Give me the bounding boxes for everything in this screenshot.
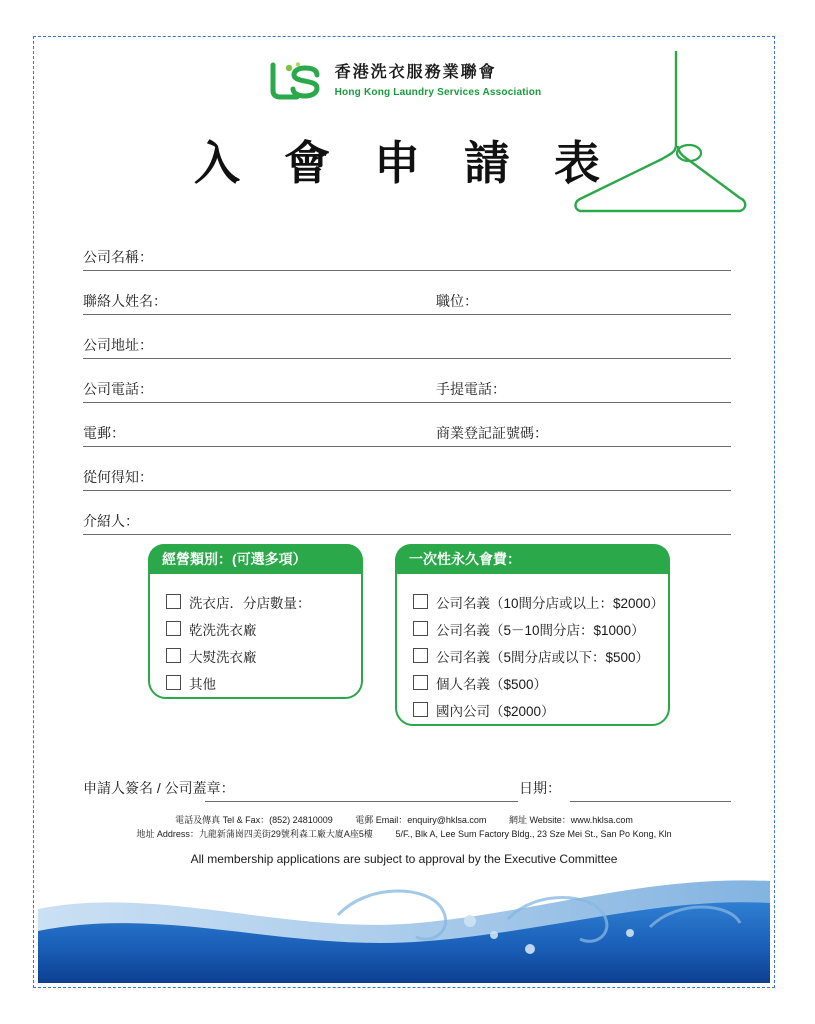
footer-tel-fax: 電話及傳真 Tel & Fax：(852) 24810009 bbox=[175, 815, 333, 825]
approval-note: All membership applications are subject to approval by the Executive Committee bbox=[190, 852, 618, 866]
field-label-email: 電郵： bbox=[83, 425, 125, 441]
checkbox-icon[interactable] bbox=[413, 702, 428, 717]
hkls-logo-icon bbox=[267, 61, 325, 103]
field-row-company-name bbox=[83, 233, 731, 277]
logo-text-block bbox=[335, 64, 542, 101]
field-label-company-address: 公司地址： bbox=[83, 337, 153, 353]
checkbox-icon[interactable] bbox=[413, 675, 428, 690]
org-name-en: Hong Kong Laundry Services Association bbox=[334, 87, 542, 98]
business-type-box bbox=[148, 544, 363, 699]
field-row-email bbox=[83, 409, 731, 453]
checkbox-option-company-10plus[interactable] bbox=[413, 588, 665, 615]
field-input-company-phone[interactable] bbox=[83, 402, 731, 403]
business-type-options bbox=[166, 588, 353, 696]
field-input-referral-source[interactable] bbox=[83, 490, 731, 491]
field-input-contact-person[interactable] bbox=[83, 314, 731, 315]
field-label-referral-source: 從何得知： bbox=[83, 469, 153, 485]
membership-fee-options bbox=[413, 588, 665, 723]
signature-input[interactable] bbox=[205, 801, 518, 802]
option-label: 個人名義（$500） bbox=[436, 676, 548, 692]
business-type-title: 經營類別：(可選多項） bbox=[148, 544, 363, 574]
membership-fee-box bbox=[395, 544, 670, 726]
option-label: 國內公司（$2000） bbox=[436, 703, 555, 719]
checkbox-option-individual[interactable] bbox=[413, 669, 660, 696]
checkbox-icon[interactable] bbox=[413, 594, 428, 609]
field-row-company-address bbox=[83, 321, 731, 365]
checkbox-option-laundry-shop[interactable] bbox=[166, 588, 353, 615]
form-header bbox=[38, 61, 770, 103]
date-label: 日期： bbox=[519, 780, 561, 796]
checkbox-option-dry-clean-factory[interactable] bbox=[166, 615, 353, 642]
checkbox-option-press-factory[interactable] bbox=[166, 642, 353, 669]
signature-row bbox=[83, 779, 731, 805]
checkbox-icon[interactable] bbox=[166, 594, 181, 609]
field-row-introducer bbox=[83, 497, 731, 541]
checkbox-option-mainland-company[interactable] bbox=[413, 696, 660, 723]
field-label-introducer: 介紹人： bbox=[83, 513, 139, 529]
checkbox-icon[interactable] bbox=[166, 648, 181, 663]
option-label: 公司名義（10間分店或以上：$2000） bbox=[436, 595, 665, 611]
field-row-referral-source bbox=[83, 453, 731, 497]
field-label-mobile-phone: 手提電話： bbox=[436, 381, 506, 397]
application-form-sheet bbox=[38, 41, 770, 983]
option-label: 大熨洗衣廠 bbox=[189, 649, 257, 665]
org-name-cn: 香港洗衣服務業聯會 bbox=[334, 63, 497, 81]
field-label-br-number: 商業登記証號碼： bbox=[436, 425, 548, 441]
option-label: 公司名義（5間分店或以下：$500） bbox=[436, 649, 650, 665]
wave-decoration bbox=[38, 823, 770, 983]
field-input-company-name[interactable] bbox=[83, 270, 731, 271]
checkbox-option-company-5to10[interactable] bbox=[413, 615, 660, 642]
option-label: 公司名義（5－10間分店：$1000） bbox=[436, 622, 645, 638]
checkbox-icon[interactable] bbox=[413, 621, 428, 636]
membership-fee-title: 一次性永久會費： bbox=[395, 544, 670, 574]
field-input-company-address[interactable] bbox=[83, 358, 731, 359]
checkbox-icon[interactable] bbox=[413, 648, 428, 663]
logo-row bbox=[38, 61, 770, 103]
option-label: 洗衣店．分店數量： bbox=[189, 595, 311, 611]
field-label-company-phone: 公司電話： bbox=[83, 381, 153, 397]
checkbox-option-company-5orless[interactable] bbox=[413, 642, 660, 669]
footer-email: 電郵 Email：enquiry@hklsa.com bbox=[355, 815, 487, 825]
footer-address-cn: 地址 Address：九龍新蒲崗四美街29號利森工廠大廈A座5樓 bbox=[136, 829, 373, 839]
field-row-contact-person bbox=[83, 277, 731, 321]
option-label: 其他 bbox=[189, 676, 216, 692]
checkbox-icon[interactable] bbox=[166, 675, 181, 690]
signature-label: 申請人簽名 / 公司蓋章： bbox=[83, 780, 235, 796]
checkbox-icon[interactable] bbox=[166, 621, 181, 636]
footer-address-en: 5/F., Blk A, Lee Sum Factory Bldg., 23 Sze Mei St., San Po Kong, Kln bbox=[395, 829, 672, 839]
field-label-company-name: 公司名稱： bbox=[83, 249, 153, 265]
field-input-introducer[interactable] bbox=[83, 534, 731, 535]
footer-website: 網址 Website：www.hklsa.com bbox=[508, 815, 633, 825]
checkbox-option-other[interactable] bbox=[166, 669, 353, 696]
date-input[interactable] bbox=[570, 801, 731, 802]
field-input-email[interactable] bbox=[83, 446, 731, 447]
page-title: 入 會 申 請 表 bbox=[193, 136, 615, 190]
field-row-company-phone bbox=[83, 365, 731, 409]
field-label-position: 職位： bbox=[436, 293, 478, 309]
form-fields bbox=[83, 233, 731, 541]
option-label: 乾洗洗衣廠 bbox=[189, 622, 257, 638]
field-label-contact-person: 聯絡人姓名： bbox=[83, 293, 167, 309]
